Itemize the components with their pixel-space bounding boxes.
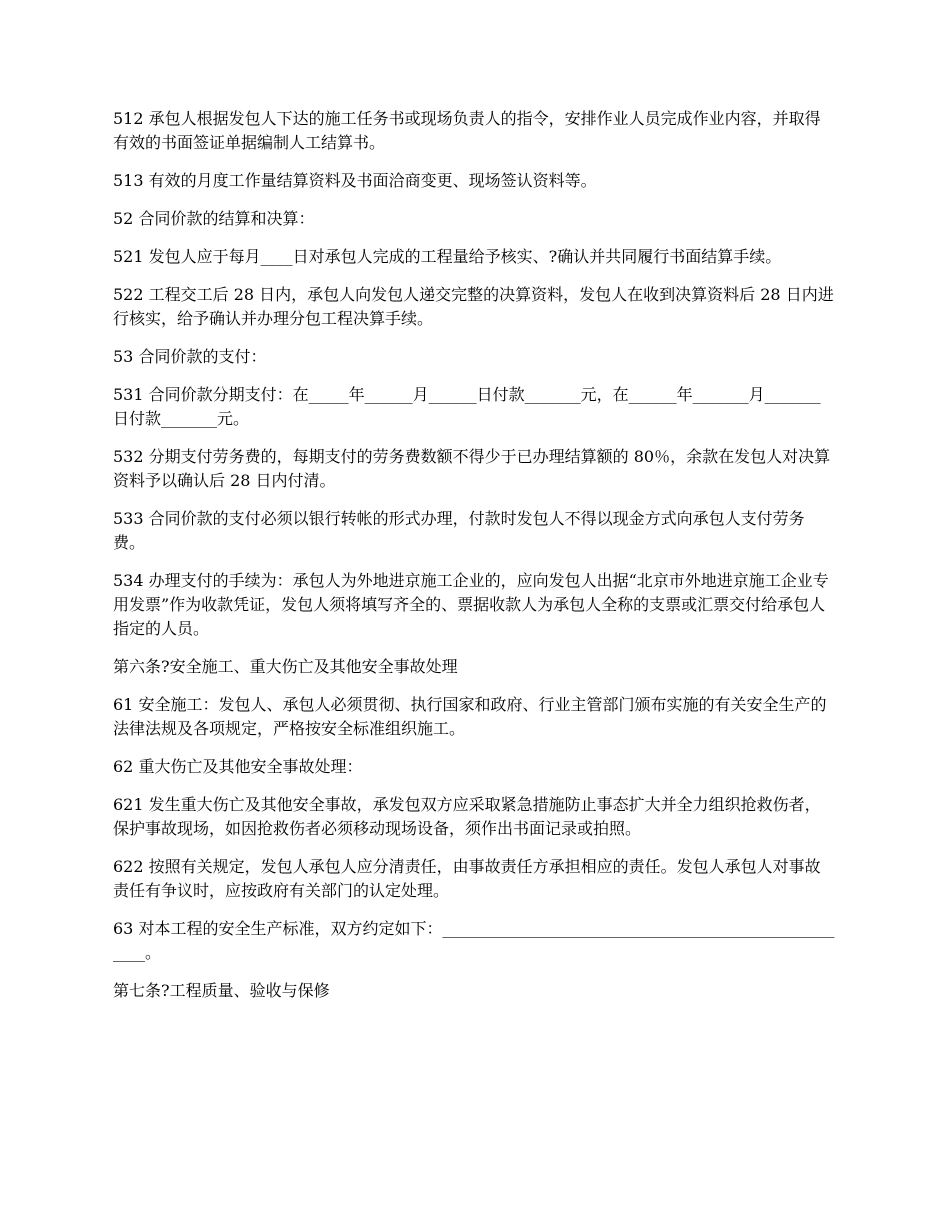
clause-61: 61 安全施工：发包人、承包人必须贯彻、执行国家和政府、行业主管部门颁布实施的有关安全生产的法律法规及各项规定，严格按安全标准组织施工。 (113, 695, 827, 738)
clause-63: 63 对本工程的安全生产标准，双方约定如下：_____________________________________________________。 (113, 919, 835, 962)
clause-53-heading: 53 合同价款的支付： (113, 347, 267, 366)
document-page (113, 107, 835, 1017)
article-7-heading: 第七条?工程质量、验收与保修 (113, 981, 330, 1000)
clause-52-heading: 52 合同价款的结算和决算： (113, 209, 315, 228)
clause-533: 533 合同价款的支付必须以银行转帐的形式办理，付款时发包人不得以现金方式向承包人支付劳务费。 (113, 509, 805, 552)
clause-512: 512 承包人根据发包人下达的施工任务书或现场负责人的指令，安排作业人员完成作业内容，并取得有效的书面签证单据编制人工结算书。 (113, 109, 821, 152)
clause-621: 621 发生重大伤亡及其他安全事故，承发包双方应采取紧急措施防止事态扩大并全力组织抢救伤者，保护事故现场，如因抢救伤者必须移动现场设备，须作出书面记录或拍照。 (113, 795, 821, 838)
clause-622: 622 按照有关规定，发包人承包人应分清责任，由事故责任方承担相应的责任。发包人承包人对事故责任有争议时，应按政府有关部门的认定处理。 (113, 857, 821, 900)
clause-521: 521 发包人应于每月____日对承包人完成的工程量给予核实、?确认并共同履行书面结算手续。 (113, 247, 782, 266)
article-6-heading: 第六条?安全施工、重大伤亡及其他安全事故处理 (113, 657, 458, 676)
clause-62-heading: 62 重大伤亡及其他安全事故处理： (113, 757, 363, 776)
clause-534: 534 办理支付的手续为：承包人为外地进京施工企业的，应向发包人出据“北京市外地进京施工企业专用发票”作为收款凭证，发包人须将填写齐全的、票据收款人为承包人全称的支票或汇票交付给承包人指定的人员。 (113, 571, 829, 638)
clause-513: 513 有效的月度工作量结算资料及书面洽商变更、现场签认资料等。 (113, 171, 597, 190)
clause-522: 522 工程交工后 28 日内，承包人向发包人递交完整的决算资料，发包人在收到决算资料后 28 日内进行核实，给予确认并办理分包工程决算手续。 (113, 285, 834, 328)
clause-532: 532 分期支付劳务费的，每期支付的劳务费数额不得少于已办理结算额的 80％，余款在发包人对决算资料予以确认后 28 日内付清。 (113, 447, 831, 490)
clause-531: 531 合同价款分期支付：在_____年______月______日付款_______元，在______年_______月_______日付款_______元。 (113, 385, 821, 428)
